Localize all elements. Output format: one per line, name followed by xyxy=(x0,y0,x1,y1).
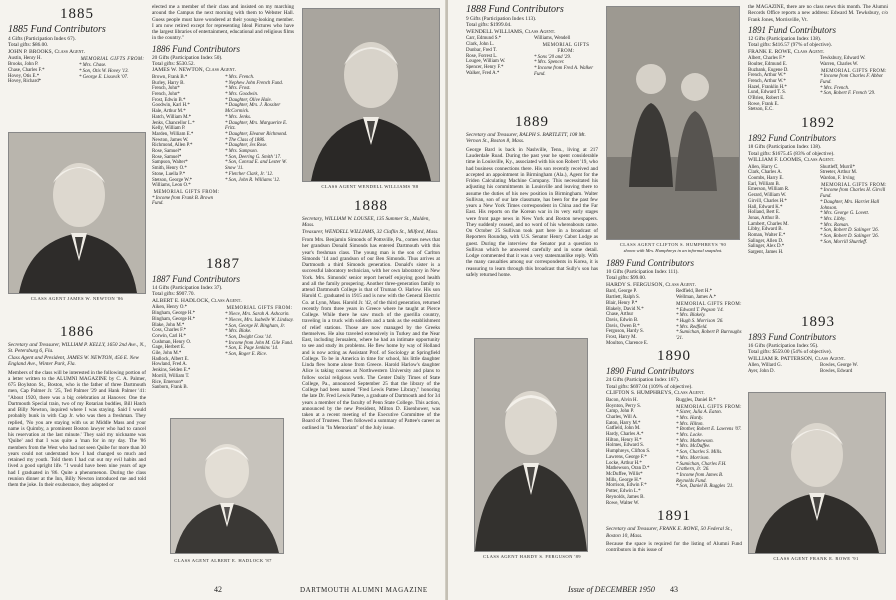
class-agent-line: JAMES W. NEWTON, Class Agent. xyxy=(152,67,237,74)
memorial-gift: * Son, Otis W. Hovey '13. xyxy=(79,68,129,74)
contributor-name: Gatfield, John M. xyxy=(606,426,641,432)
memorial-heading: MEMORIAL GIFTS FROM: xyxy=(821,182,887,188)
fund-heading: 1887 Fund Contributors xyxy=(152,274,241,284)
left-page xyxy=(0,0,446,600)
contributor-name: Potter, Edwin L.* xyxy=(606,489,641,495)
memorial-gift: * Nieces, Mrs. Isabelle W. Lindsay. xyxy=(225,317,294,323)
contributor-names xyxy=(606,289,742,346)
left-column-2 xyxy=(152,4,294,254)
contributor-name: French, Arthur W.* xyxy=(748,73,786,79)
portrait-silhouette-icon xyxy=(749,393,885,553)
contributor-name: Chase, Arthur xyxy=(606,312,634,318)
memorial-gift: * Mrs. Redfield. xyxy=(676,324,708,330)
contributor-name: Charles, Will A. xyxy=(606,414,638,420)
contributor-name: Mathewson, Oran D.* xyxy=(606,466,650,472)
contributor-name: Hazel, Franklin H.* xyxy=(748,84,787,90)
memorial-heading: MEMORIAL GIFTS FROM: xyxy=(153,189,220,195)
contributor-name: Mills, George H.* xyxy=(606,477,642,483)
gifts-line: 18 Gifts (Participation Index 138). xyxy=(748,144,822,151)
contributor-name: Boulter, Edmund E. xyxy=(748,61,787,67)
contributor-name: Boynton, Perry S. xyxy=(606,403,642,409)
contributor-name: O'Brien, Robert E. xyxy=(748,96,785,102)
memorial-gift: * Sumichan, Robert P. Burroughs '21. xyxy=(676,330,742,342)
memorial-heading: MEMORIAL GIFTS FROM: xyxy=(226,306,293,312)
contributor-name: Lund, Edward T. S. xyxy=(748,90,787,96)
contributor-name: Jenkins, Selden E.* xyxy=(152,368,191,374)
memorial-gift: * Son, Robert F. French '29. xyxy=(820,91,876,97)
memorial-gift: * Son, Conrad E. and Lester W. Snow '11. xyxy=(225,160,287,172)
contributor-name: Blake, John M.* xyxy=(152,322,185,328)
class-agent-line: WILLIAM R. PATTERSON, Class Agent. xyxy=(748,355,846,362)
contributor-name: Rice, Emerson* xyxy=(152,379,184,385)
class-agent-line: FRANK E. ROWE, Class Agent. xyxy=(748,48,825,55)
couple-snapshot-icon xyxy=(607,7,739,239)
treasurer-line: Treasurer, WENDELL WILLIAMS, 32 Claflin St., Milford, Mass. xyxy=(302,228,439,235)
memorial-gift: * Son, Roger E. Rice. xyxy=(225,352,267,358)
class-agent-line: ALBERT E. HADLOCK, Class Agent. xyxy=(152,297,242,304)
memorial-gift: * Son, John R. Williams '12. xyxy=(225,177,281,183)
contributor-name: Richmond, Allen P.* xyxy=(152,143,193,149)
memorial-gift: * Son, Morrill Shurtleff. xyxy=(820,239,868,245)
contributor-name: Davis, Owen B.* xyxy=(606,323,640,329)
contributor-name: Clark, John L. xyxy=(466,42,494,48)
right-column-3-middle xyxy=(748,312,888,390)
contributor-names xyxy=(8,56,146,85)
secretary-line: Secretary, WILLIAM W. LOUSEE, 135 Summer St., Malden, Mass. xyxy=(302,216,430,229)
contributor-name: Wellman, James A.* xyxy=(676,295,717,301)
memorial-gift: * Sumichan, Charles F.H. Crathern, Jr. '26. xyxy=(676,461,727,473)
contributor-name: Kelly, William P. xyxy=(152,126,186,132)
contributor-name: Burley, Harry B. xyxy=(152,80,185,86)
class-news-text: Members of the class will be interested in the following portion of a letter written to the ALUMNI MAGAZINE by C. A. Palmer, 675 Boylston St., Boston, who is the father of three Dartmouth men, Cap Palmer Jr. '25, Ted Palmer '29 and Hank Palmer '41: "About 1920, there was a big celebration at Hanover. One the Dartmouth Special train, two of my Rotarian buddies, Bill Hatch and Billy Newton, inquired where I was staying. Said I would probably bunk in with Cap Jr. who was then a freshman. They replied, 'No you are staying with us at Middle Mass and your name is Quimby, a prominent Boston lawyer who had to cancel his reservation at the last minute.' They said my nickname was 'Quibe' and that I was quite a 'man for in my day. The '86 members from the West who had not seen Quibe for more than 30 years could not understand how I had changed so much and retained my youth. Told them I had cut out my evil habits and lived a good upright life. "I would have been nine years of age had I graduated in '86. Quite a phenomenon. During the class reunion dinner at the Inn, Billy Newton introduced me and told them the joke. In their exuberance, they adopted or xyxy=(8,369,146,489)
contributor-name: Howland, Fred A. xyxy=(152,362,188,368)
contributor-name: Bingham, George H.* xyxy=(152,311,196,317)
memorial-gift: * Income from John M. Gile Fund. xyxy=(225,340,294,346)
class-news-text: the MAGAZINE, there are no class news this month. The Alumni Records Office reports a new address: Edward M. Tewksbury, c/o Frank Jones, Morrisville, Vt. xyxy=(748,4,888,23)
memorial-gift: * Mrs. Morrison. xyxy=(676,455,710,461)
total-line: Total gifts: $1675.45 (83% of objective). xyxy=(748,150,835,157)
memorial-heading: MEMORIAL GIFTS FROM: xyxy=(821,68,887,74)
class-news-text: From Mrs. Benjamin Simonds of Pottsville, Pa., comes news that her grandson Donald Simonds has entered Dartmouth with this year's freshman class. The young man is the son of Carlton Simonds '14 and grandson of our Ben Simonds. Thus arrives at Dartmouth a third Simonds generation. Donald's sister is a successful laboratory technician, with her own laboratory in New York. Mrs. Simonds' senior report herself enjoying good health and all the family prospering. Another three-generation family to attend Dartmouth College is that of Truman O. Harlow. His son Harold C. graduated in 1915 and is now with the General Electric Co. at Lynn, Mass. Harold Jr. '42, of the third generation, returned recently from three years in Greece where he taught at Pierce College. While there he saw much of the guerilla country, traveling in a truck with soldiers and a tank as the establishment of relief stations. Those are now managed by the Greeks themselves. He also traveled extensively in Turkey and the Near East, including Jerusalem, where he had an intimate opportunity to see and study its problems. He flew home by way of Holland and is now acting as Assistant Prof. of Sociology at Springfield College. To be in America in time for school, his little daughter Linda flew home alone from Greece. Harold Harlow's daughter Alice is taking courses at Northwestern University and plans to follow social religious work. The Center Daily Times of State College, Pa., announced September 25 that the library of the College had been named "Fred Lewis Pattee Library," honoring the late Dr. Fred Lewis Pattee, a graduate of Dartmouth and for 34 years a member of the faculty of Penn State College. This action, announced by the new President, Milton D. Eisenhower, was taken at a recent meeting of the Executive Committee of the Board of Trustees. Then followed a summary of Pattee's career as outlined in "In Memoriam" of the July issue. xyxy=(302,237,440,431)
contributor-name: Austin, Henry H. xyxy=(8,56,42,62)
class-agent-line: HARDY S. FERGUSON, Class Agent. xyxy=(606,281,697,288)
fund-heading: 1888 Fund Contributors xyxy=(466,4,564,15)
class-year-heading: 1889 xyxy=(515,114,549,130)
contributor-name: Morrison, Edwin F.* xyxy=(606,483,647,489)
contributor-name: Salinger, Allen D. xyxy=(748,238,784,244)
contributor-name: Hall, Edward K.* xyxy=(748,204,783,210)
memorial-gift: * Sister, Julia A. Eaton. xyxy=(676,410,722,416)
contributor-name: Carr, Edmund S.* xyxy=(466,36,502,42)
issue-footer: Issue of DECEMBER 1950 xyxy=(568,585,655,594)
contributor-name: Smith, Henry O.* xyxy=(152,166,187,172)
photo-caption-sub: shown with Mrs. Humphreys in an informal snapshot. xyxy=(623,248,723,253)
memorial-gift: * Hugh S. Morrison '26. xyxy=(676,318,724,324)
contributor-names xyxy=(606,398,742,506)
contributor-name: Eaton, Harry M.* xyxy=(606,420,641,426)
contributor-name: Rose, Samuel* xyxy=(152,154,182,160)
contributor-name: Blair, Henry P.* xyxy=(606,300,638,306)
contributor-name: Bacon, Alvin H. xyxy=(606,397,638,403)
contributor-name: Hilton, Henry H.* xyxy=(606,437,642,443)
contributor-names xyxy=(152,305,294,391)
class-news-text: George Bard is back in Nashville, Tenn., living at 217 Lauderdale Road. During the past year he spent considerable time in Louisville, Ky., associated with his son Robert '19, who had business connections there. His son recently received and accepted an appointment in Birmingham (Ala.), Agent for the Friden Calculating Machine Company. This necessitated his adjusting his commitments in Louisville and leaving there to assume the duties of his new position in Birmingham. Walter Sullivan, son of our late classmate, has been for the past few years a New York Times correspondent in China and the Far East. His reports on the Korean war in its very early stages were front page news in New York and Boston newspapers. They suddenly ceased, and no word of his whereabouts came. On October 25 Sullivan took part here in a broadcast of Reporters Roundup, with U.S. Senator Henry Cabot Lodge as guest. During the interview the Senator put a question to Sullivan which he answered carefully and in some detail. Lodge commented that it was a very statesmanlike reply. With the many casualties among our correspondents in Korea, it is reassuring to learn through this broadcast that Sully's son has safely returned home. xyxy=(466,146,598,278)
memorial-gift: * Mrs. Mathewson. xyxy=(676,438,714,444)
class-year-heading: 1886 xyxy=(60,324,94,340)
contributor-name: Moulton, Clarence E. xyxy=(606,340,649,346)
gifts-line: 16 Gifts (Participation Index 95). xyxy=(748,343,819,349)
contributor-name: Hale, Arthur M.* xyxy=(152,109,186,115)
contributor-name: Streeter, Arthur M. xyxy=(820,170,858,176)
memorial-gift: * Nephew John French Fund. xyxy=(225,80,284,86)
contributor-name: Libby, Edward B. xyxy=(748,227,783,233)
class-agent-address: Class Agent and President, JAMES W. NEWTON, 456 E. New England Ave., Winter Park, Fla. xyxy=(8,354,140,368)
total-line: Total gifts: $530.52. xyxy=(152,60,195,67)
contributor-name: Gerard, William W. xyxy=(748,193,787,199)
contributor-name: Williams, Leon O.* xyxy=(152,183,191,189)
memorial-heading: MEMORIAL GIFTS FROM: xyxy=(676,404,742,410)
contributor-name: Hovey, Richard* xyxy=(8,79,42,85)
contributor-name: Ferguson, Hardy S. xyxy=(606,329,644,335)
right-column-1 xyxy=(466,4,598,104)
memorial-gift: * Son, Deering G. Smith '17. xyxy=(225,154,282,160)
contributor-name: Davis, Edwin B. xyxy=(606,317,639,323)
contributor-name: Reynolds, James B. xyxy=(606,494,645,500)
contributor-name: Coombs, Harry E. xyxy=(748,176,784,181)
memorial-gift: * Daughter, Eleanor Richmond. xyxy=(225,131,288,137)
photo-caption: CLASS AGENT HARDY S. FERGUSON '89 xyxy=(482,554,581,559)
memorial-gift: * Income from James B. Reynolds Fund. xyxy=(676,472,724,484)
memorial-gift: * George E. Lissovik '07. xyxy=(79,74,129,80)
contributor-name: Dunbar, Fred T. xyxy=(466,47,497,53)
memorial-gift: * Mrs. Jenks. xyxy=(225,114,252,120)
memorial-gift: * Son, Dwight Coss '14. xyxy=(225,334,272,340)
memorial-gift: * Mrs. Sampson. xyxy=(225,149,258,155)
secretary-line: Secretary and Treasurer, FRANK E. ROWE, 50 Federal St., Boston 10, Mass. xyxy=(606,526,733,539)
portrait-photo-newton xyxy=(8,132,146,294)
memorial-gift: * Son, Charles S. Mills. xyxy=(676,450,723,456)
contributor-name: Gile, John M.* xyxy=(152,351,182,357)
contributor-name: Allen, Willard G. xyxy=(748,363,782,369)
contributor-name: Sargent, James H. xyxy=(748,250,784,256)
running-footer: DARTMOUTH ALUMNI MAGAZINE xyxy=(300,586,428,594)
contributor-name: Warren, Charles W. xyxy=(820,61,859,67)
contributor-name: Frost, Edwin B.* xyxy=(152,97,186,103)
photo-caption: CLASS AGENT WENDELL WILLIAMS '88 xyxy=(321,184,419,189)
photo-caption: CLASS AGENT JAMES W. NEWTON '86 xyxy=(30,296,124,301)
photo-caption: CLASS AGENT FRANK E. ROWE '91 xyxy=(773,556,859,561)
gifts-line: 14 Gifts (Participation Index 37). xyxy=(152,285,223,291)
memorial-gift: * The Class of 1886. xyxy=(225,137,266,143)
contributor-name: Spencer, Henry F.* xyxy=(466,64,504,70)
contributor-names xyxy=(748,363,888,374)
memorial-gift: * Daughter, Olive Hale. xyxy=(225,97,272,103)
memorial-gift: * Mrs. Blakely. xyxy=(676,313,706,319)
contributor-name: Holland, Bert E. xyxy=(748,210,781,216)
contributor-name: Gage, Herbert E. xyxy=(152,345,186,351)
contributor-names xyxy=(748,56,888,113)
memorial-gift: * Mrs. Locke. xyxy=(676,433,703,439)
contributor-name: Williams, Wendell xyxy=(534,36,571,42)
class-agent-line: WILLIAM F. LOOMIS, Class Agent. xyxy=(748,157,835,163)
class-news-text: elected me a member of their class and insisted on my marching around the Campus the next morning with them to Webster Hall. Guess people must have wondered at their young-looking member. I am now retired except for representing Ideal Pictures who have the largest libraries of entertainment, educational and religious films in the country." xyxy=(152,4,294,42)
contributor-name: Brooks, John P. xyxy=(8,62,39,68)
gifts-line: 12 Gifts (Participation Index 138). xyxy=(748,35,822,42)
page-number xyxy=(214,585,222,594)
contributor-name: Corwin, Carl H.* xyxy=(152,333,186,339)
contributor-name: Locke, Arthur H.* xyxy=(606,460,642,466)
contributor-name: Bard, George P. xyxy=(606,289,637,295)
total-line: Total gifts: $907.70. xyxy=(152,291,195,298)
portrait-silhouette-icon xyxy=(171,419,283,553)
memorial-gift: * Mrs. Frost. xyxy=(225,86,251,92)
contributor-name: Aiken, Henry O.* xyxy=(152,305,188,311)
class-agent-line: JOHN P. BROOKS, Class Agent. xyxy=(8,48,86,55)
contributor-name: Sanborn, Frank B. xyxy=(152,385,188,391)
contributor-name: Roman, Walter E.* xyxy=(748,233,786,239)
contributor-name: Humphreys, Clifton S. xyxy=(606,449,651,455)
total-line: Total gifts: $697.04 (109% of objective). xyxy=(606,383,693,390)
memorial-gift: * Mrs. Libby. xyxy=(820,216,847,222)
memorial-heading: MEMORIAL GIFTS FROM: xyxy=(80,57,145,63)
total-line: Total gifts: $416.57 (97% of objective). xyxy=(748,42,832,49)
right-column-3 xyxy=(748,4,888,310)
contributor-name: Tewksbury, Edward W. xyxy=(820,56,866,62)
page-number-text: 42 xyxy=(214,585,222,594)
contributor-name: McDuffee, Willis* xyxy=(606,471,643,477)
class-year-heading: 1891 xyxy=(657,508,691,525)
memorial-gift: * Mrs. Roman. xyxy=(820,222,850,228)
memorial-gift: * Daughter, Mrs. Harriet Hall Johnson. xyxy=(820,199,880,211)
snapshot-photo-humphreys xyxy=(606,6,740,240)
fund-heading: 1889 Fund Contributors xyxy=(606,258,695,268)
contributor-name: Rowe, Frank E. xyxy=(748,101,779,107)
portrait-photo-williams xyxy=(302,8,440,182)
contributor-name: Morrill, William T. xyxy=(152,373,190,379)
contributor-name: Hatch, William M.* xyxy=(152,114,192,120)
memorial-gift: * Mrs. French. xyxy=(225,74,255,80)
contributor-name: Camp, John P. xyxy=(606,409,634,415)
gifts-line: 20 Gifts (Participation Index 50). xyxy=(152,54,223,61)
class-year-heading: 1888 xyxy=(354,198,388,214)
contributor-name: Brown, Frank B.* xyxy=(152,74,188,80)
fund-heading: 1886 Fund Contributors xyxy=(152,43,241,54)
page-number-text: 43 xyxy=(670,585,678,594)
memorial-gift: * Income from Frank B. Brown Fund. xyxy=(152,195,214,207)
contributor-name: Bowles, George W. xyxy=(820,363,858,369)
contributor-name: Stetson, George W.* xyxy=(152,177,193,183)
memorial-gift: * Son, E. Page Jenkins '14. xyxy=(225,346,279,352)
contributor-name: Shurtleff, Murril* xyxy=(820,164,855,170)
fund-heading: 1890 Fund Contributors xyxy=(606,366,695,377)
portrait-photo-hadlock xyxy=(170,418,284,554)
right-column-2 xyxy=(606,258,742,594)
memorial-gift: * Mrs. Spencer. xyxy=(534,60,565,66)
contributor-name: Stetson, E.C. xyxy=(748,107,774,113)
contributor-name: Hadlock, Albert E. xyxy=(152,356,189,362)
gifts-line: 9 Gifts (Participation Index 113). xyxy=(466,16,537,22)
right-column-1-middle xyxy=(466,112,598,334)
contributor-name: French, Arthur W.* xyxy=(748,78,786,84)
memorial-gift: * Son, Daniel B. Ruggles '21. xyxy=(676,484,734,490)
page-number xyxy=(670,585,678,594)
class-year-heading: 1892 xyxy=(801,115,835,132)
total-line: Total gifts: $1999.04. xyxy=(466,22,512,29)
memorial-gift: * Mrs. French. xyxy=(820,85,850,91)
memorial-gift: * Daughter, Jes Rose. xyxy=(225,143,268,149)
secretary-line: Secretary and Treasurer, RALPH S. BARTLETT, 108 Mt. Vernon St., Boston 8, Mass. xyxy=(466,132,586,145)
memorial-gift: * Mrs. Goodwin. xyxy=(225,92,259,98)
right-page xyxy=(448,0,896,600)
portrait-silhouette-icon xyxy=(475,339,587,551)
fund-heading: 1891 Fund Contributors xyxy=(748,24,837,35)
memorial-gift: * Daughter, Mrs. Marguerite E. Fritz. xyxy=(225,120,288,132)
contributor-name: Coss, Charles F.* xyxy=(152,328,187,334)
class-news-text: Because the space is required for the listing of Alumni Fund contributors in this issue of xyxy=(606,541,742,554)
contributor-name: Earl, William B. xyxy=(748,181,781,187)
contributor-name: Ayer, John D. xyxy=(748,369,775,375)
fund-heading: 1892 Fund Contributors xyxy=(748,133,837,144)
fund-heading: 1885 Fund Contributors xyxy=(8,24,106,35)
contributor-name: Ruggles, Daniel B.* xyxy=(676,397,716,403)
memorial-gift: * Niece, Mrs. Sarah A. Ashcarin. xyxy=(225,312,290,318)
contributor-name: Bowles, Edward xyxy=(820,369,853,375)
memorial-gift: * Mrs. Blake. xyxy=(225,329,252,335)
contributor-name: Lougee, William W. xyxy=(466,59,506,65)
gifts-line: 10 Gifts (Participation Index 111). xyxy=(606,269,679,275)
contributor-name: Blakely, David N.* xyxy=(606,306,644,312)
contributor-name: Holmes, Edward S. xyxy=(606,443,645,449)
secretary-line: Secretary and Treasurer, WILLIAM P. KELLY, 1650 2nd Ave., N., St. Petersburg 6, Fla. xyxy=(8,342,146,355)
contributor-name: Salinger, Alex D.* xyxy=(748,244,785,250)
memorial-heading: MEMORIAL GIFTS FROM: xyxy=(542,43,590,54)
memorial-gift: * Mrs. McDuffee. xyxy=(676,444,711,450)
contributor-name: Rowe, Walter W. xyxy=(606,500,640,506)
class-year-heading: 1890 xyxy=(657,348,691,365)
photo-caption: CLASS AGENT ALBERT E. HADLOCK '87 xyxy=(174,558,272,563)
contributor-names xyxy=(152,75,294,207)
portrait-silhouette-icon xyxy=(303,9,439,181)
contributor-names xyxy=(748,165,888,256)
memorial-gift: * Daughter, Mrs. J. Rossiter McCormick. xyxy=(225,103,281,115)
memorial-gift: * Son, George H. Bingham, Jr. xyxy=(225,323,285,329)
contributor-name: Wardon, F. Irving xyxy=(820,176,855,181)
contributor-name: Bingham, George H.* xyxy=(152,316,196,322)
class-agent-line: CLIFTON S. HUMPHREYS, Class Agent. xyxy=(606,390,705,397)
memorial-gift: * Income from Charles H. Girvill Fund. xyxy=(820,188,886,200)
class-year-heading: 1893 xyxy=(801,314,835,330)
photo-caption: CLASS AGENT CLIFTON S. HUMPHREYS '90 xyxy=(619,242,727,247)
memorial-gift: * Income from Charles F. Abbot Fund. xyxy=(820,74,883,85)
contributor-name: Hardy, Charles A.* xyxy=(606,432,644,438)
contributor-name: Walker, Fred A.* xyxy=(466,70,500,76)
portrait-photo-ferguson xyxy=(474,338,588,552)
contributor-name: Jonas, Arthur B. xyxy=(748,215,780,221)
contributor-name: Lambert, Charles M. xyxy=(748,221,789,227)
memorial-gift: * Son, Robert D. Salinger '26. xyxy=(820,234,879,240)
contributor-name: Bartlett, Ralph S. xyxy=(606,295,640,301)
memorial-gift: * Edward T. Pegson '14. xyxy=(676,307,724,313)
left-column-2-middle xyxy=(152,254,294,410)
gifts-line: 24 Gifts (Participation Index 167). xyxy=(606,377,680,384)
contributor-name: Stone, Luella P.* xyxy=(152,171,186,177)
memorial-gift: * Income from Fred A. Walker Fund. xyxy=(534,65,594,77)
contributor-name: Clark, Charles A. xyxy=(748,170,782,176)
contributor-name: Girvill, Charles H.* xyxy=(748,198,787,204)
left-column-1 xyxy=(8,4,146,87)
contributor-name: Chase, Charles F.* xyxy=(8,67,45,73)
contributor-name: Marden, William E.* xyxy=(152,131,194,137)
contributor-name: Rose, Samuel* xyxy=(152,149,182,155)
left-column-3 xyxy=(302,196,440,570)
contributor-name: Sampson, Walter* xyxy=(152,160,188,166)
total-line: Total gifts: $559.00 (54% of objective). xyxy=(748,349,832,356)
memorial-gift: * Fletcher Clark, Jr. '12. xyxy=(225,171,274,177)
gifts-line: 4 Gifts (Participation Index 67). xyxy=(8,36,76,42)
memorial-gift: * Son, Robert D. Salinger '26. xyxy=(820,228,879,234)
total-line: Total gifts: $86.00. xyxy=(8,42,49,49)
contributor-name: Cushman, Henry O. xyxy=(152,339,192,345)
contributor-name: Jenks, Chancellor L.* xyxy=(152,120,195,126)
contributor-name: Buzbank, Eugene D. xyxy=(748,67,789,73)
memorial-gift: * Brother, Robert E. Lawrens '07. xyxy=(676,427,742,433)
memorial-gift: * Mrs. Chase. xyxy=(79,63,107,69)
memorial-gift: * Sons '20 and '29. xyxy=(534,54,572,60)
memorial-gift: * Mrs. George G. Lovett. xyxy=(820,211,870,217)
memorial-heading: MEMORIAL GIFTS FROM: xyxy=(676,301,742,307)
contributor-name: French, John* xyxy=(152,92,180,98)
memorial-gift: * Mrs. Hardy. xyxy=(676,415,704,421)
total-line: Total gifts: $99.00. xyxy=(606,275,647,282)
class-agent-line: WENDELL WILLIAMS, Class Agent. xyxy=(466,28,556,35)
memorial-gift: * Mrs. Hilton. xyxy=(676,421,704,427)
contributor-name: Frost, Harry M. xyxy=(606,335,637,341)
class-year-heading: 1887 xyxy=(206,256,240,272)
contributor-name: French, John* xyxy=(152,86,180,92)
contributor-name: Newton, James W. xyxy=(152,137,189,143)
class-year-heading: 1885 xyxy=(60,6,94,22)
contributor-name: Lawrens, George F.* xyxy=(606,454,647,460)
contributor-name: Hovey, Otis E.* xyxy=(8,73,40,79)
contributor-name: Albert, Charles F.* xyxy=(748,56,786,62)
contributor-name: Allen, Harry C. xyxy=(748,164,779,170)
contributor-name: Emerson, William R. xyxy=(748,187,790,193)
contributor-name: Rose, Forrest L. xyxy=(466,53,498,59)
portrait-photo-rowe xyxy=(748,392,886,554)
contributor-name: Goodwin, Karl H.* xyxy=(152,103,190,109)
portrait-silhouette-icon xyxy=(9,133,145,293)
fund-heading: 1893 Fund Contributors xyxy=(748,332,837,342)
contributor-name: Redfield, Bert H.* xyxy=(676,289,713,295)
left-column-1-lower xyxy=(8,322,146,594)
contributor-names xyxy=(466,36,598,77)
